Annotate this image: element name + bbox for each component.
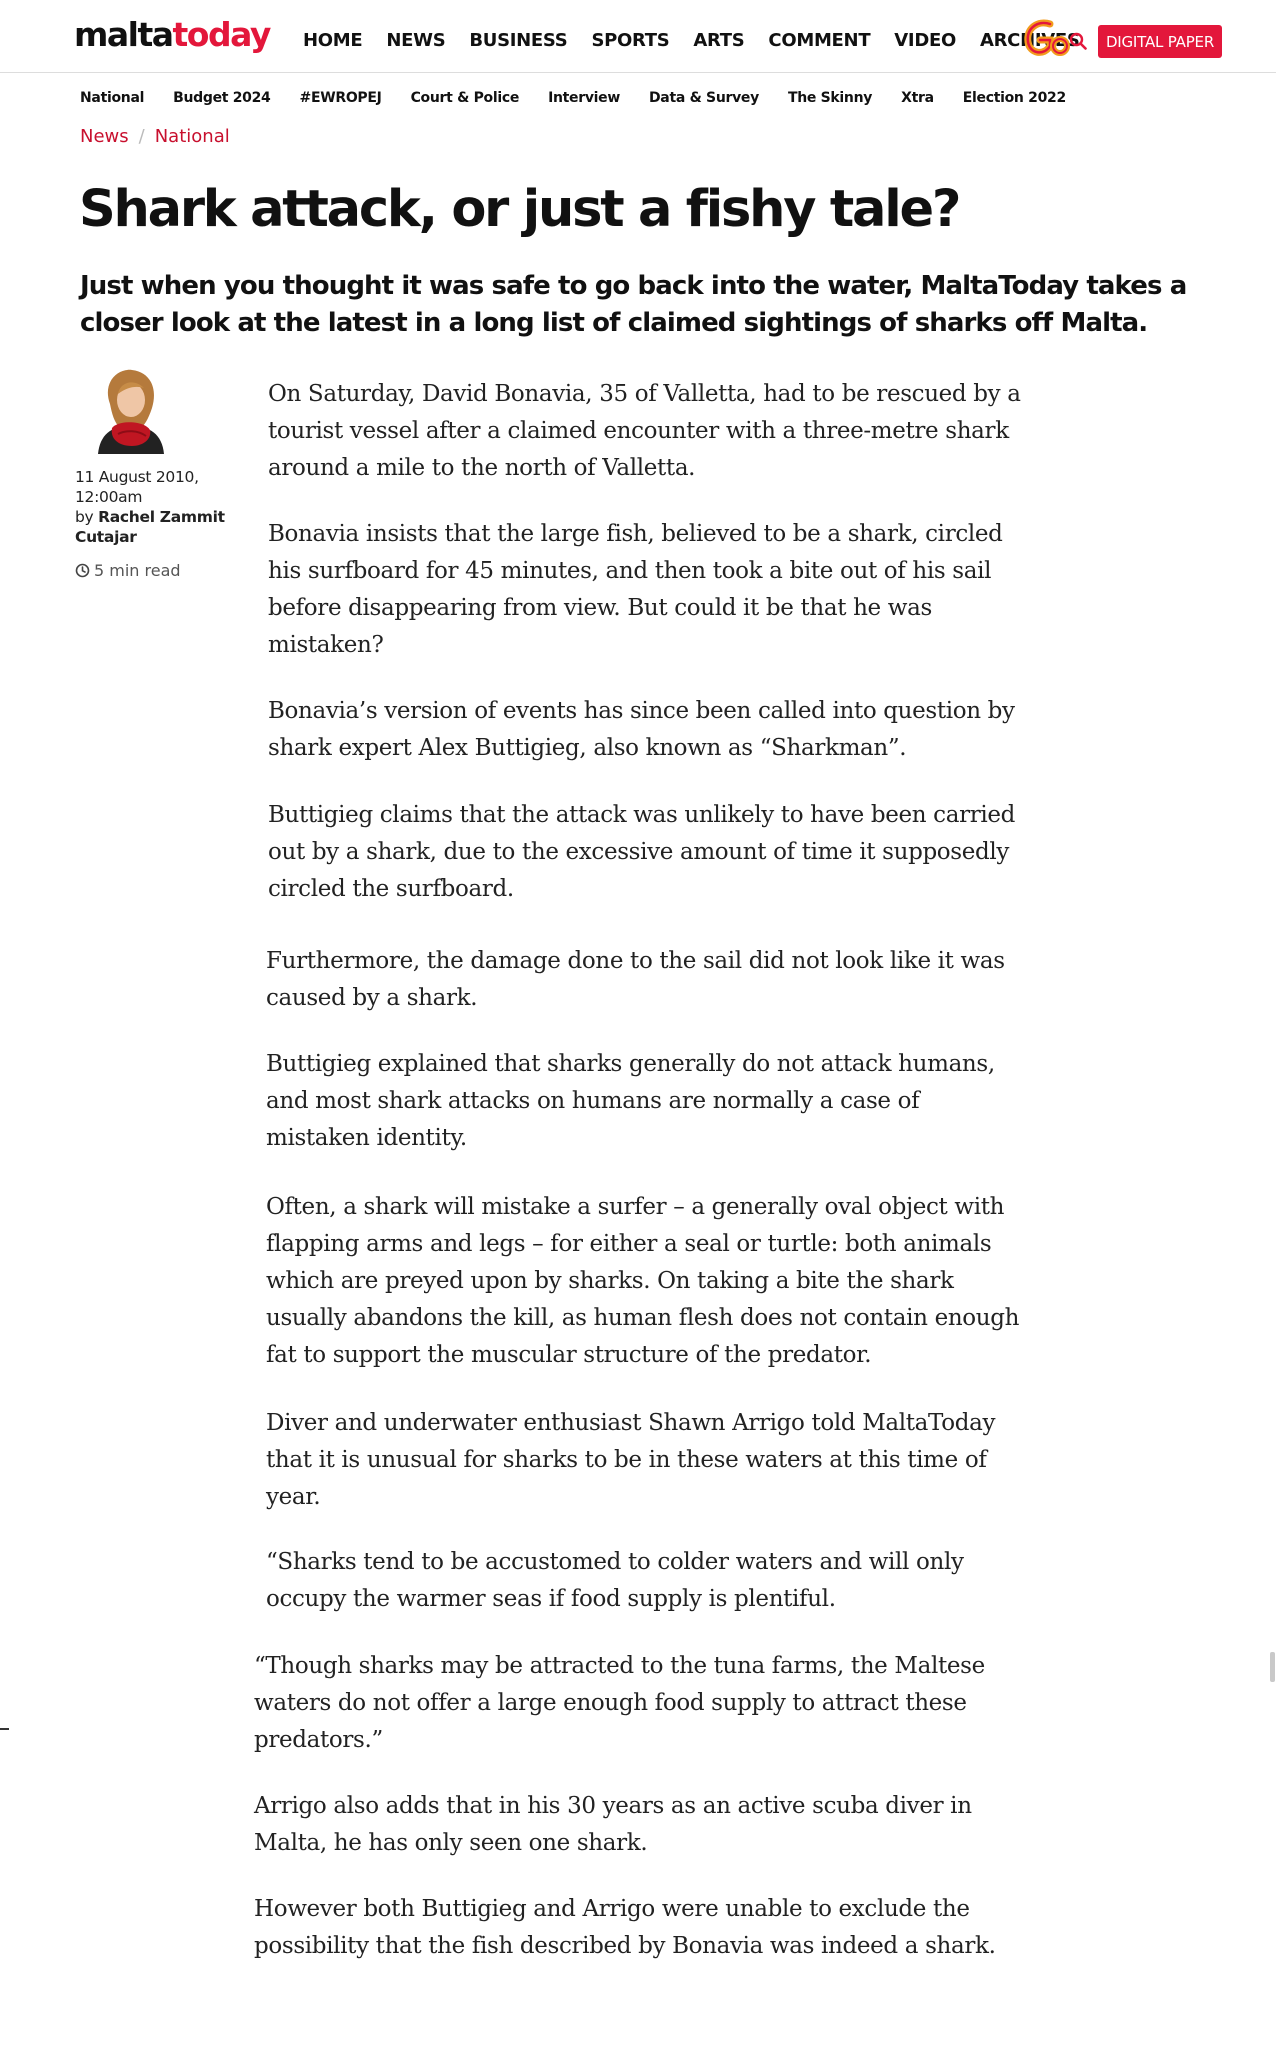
- subnav-budget-2024[interactable]: Budget 2024: [173, 90, 271, 106]
- article-time: 12:00am: [75, 488, 143, 506]
- nav-comment[interactable]: COMMENT: [768, 30, 871, 51]
- paragraph-9: “Sharks tend to be accustomed to colder waters and will only occupy the warmer seas if food supply is plentiful.: [266, 1549, 964, 1612]
- edge-mark: [0, 1728, 9, 1730]
- site-logo[interactable]: [74, 15, 270, 54]
- breadcrumb-separator: /: [138, 126, 145, 147]
- author-avatar: [88, 364, 172, 454]
- top-header: [0, 0, 1276, 73]
- paragraph-5: Furthermore, the damage done to the sail did not look like it was caused by a shark.: [266, 948, 1005, 1011]
- logo-text-malta: malta: [74, 15, 173, 54]
- paragraph-12: However both Buttigieg and Arrigo were unable to exclude the possibility that the fish described by Bonavia was indeed a shark.: [254, 1896, 996, 1959]
- nav-archives[interactable]: ARCHIVES: [979, 30, 1080, 51]
- author-name[interactable]: Rachel Zammit Cutajar: [75, 508, 225, 546]
- subnav-ewropej[interactable]: #EWROPEJ: [299, 90, 382, 106]
- paragraph-2: Bonavia insists that the large fish, believed to be a shark, circled his surfboard for 45 minutes, and then took a bite out of his sail before disappearing from view. But could it be that he was mistaken?: [268, 521, 1003, 658]
- byline-prefix: by: [75, 508, 94, 526]
- sub-nav: [80, 90, 1095, 106]
- scrollbar-thumb[interactable]: [1270, 1652, 1275, 1682]
- breadcrumb: [80, 126, 230, 147]
- article-standfirst: Just when you thought it was safe to go back into the water, MaltaToday takes a closer look at the latest in a long list of claimed sightings of sharks off Malta.: [80, 271, 1187, 338]
- search-icon[interactable]: [1069, 32, 1087, 50]
- logo-text-today: today: [172, 15, 270, 54]
- main-nav: [303, 30, 1104, 51]
- read-time-label: 5 min read: [94, 561, 181, 580]
- paragraph-1: On Saturday, David Bonavia, 35 of Valletta, had to be rescued by a tourist vessel after a claimed encounter with a three-metre shark around a mile to the north of Valletta.: [268, 381, 1021, 481]
- paragraph-10: “Though sharks may be attracted to the tuna farms, the Maltese waters do not offer a large enough food supply to attract these predators.”: [254, 1653, 985, 1753]
- article-byline: [75, 507, 235, 547]
- subnav-election-2022[interactable]: Election 2022: [962, 90, 1066, 106]
- article-date: 11 August 2010,: [75, 468, 199, 486]
- clock-icon: [75, 563, 90, 578]
- paragraph-7: Often, a shark will mistake a surfer – a generally oval object with flapping arms and legs – for either a seal or turtle: both animals which are preyed upon by sharks. On taking a bite the shark usually abandons the kill, as human flesh does not contain enough fat to support the muscular structure of the predator.: [266, 1194, 1020, 1368]
- paragraph-4: Buttigieg claims that the attack was unlikely to have been carried out by a shark, due to the excessive amount of time it supposedly circled the surfboard.: [268, 802, 1015, 902]
- digital-paper-button[interactable]: DIGITAL PAPER: [1098, 25, 1222, 58]
- nav-home[interactable]: HOME: [303, 30, 363, 51]
- nav-business[interactable]: BUSINESS: [469, 30, 568, 51]
- breadcrumb-national[interactable]: National: [154, 126, 230, 147]
- paragraph-8: Diver and underwater enthusiast Shawn Arrigo told MaltaToday that it is unusual for sharks to be in these waters at this time of year.: [266, 1410, 996, 1510]
- nav-news[interactable]: NEWS: [386, 30, 446, 51]
- article-title: Shark attack, or just a fishy tale?: [79, 180, 960, 239]
- nav-arts[interactable]: ARTS: [693, 30, 745, 51]
- paragraph-11: Arrigo also adds that in his 30 years as an active scuba diver in Malta, he has only seen one shark.: [254, 1793, 972, 1856]
- subnav-xtra[interactable]: Xtra: [901, 90, 934, 106]
- breadcrumb-news[interactable]: News: [80, 126, 129, 147]
- subnav-national[interactable]: National: [80, 90, 145, 106]
- go-logo-icon[interactable]: [1020, 16, 1070, 60]
- paragraph-3: Bonavia’s version of events has since been called into question by shark expert Alex Buttigieg, also known as “Sharkman”.: [268, 698, 1015, 761]
- subnav-court-police[interactable]: Court & Police: [410, 90, 520, 106]
- read-time: [75, 561, 181, 580]
- nav-video[interactable]: VIDEO: [894, 30, 956, 51]
- subnav-interview[interactable]: Interview: [548, 90, 620, 106]
- nav-sports[interactable]: SPORTS: [591, 30, 670, 51]
- subnav-the-skinny[interactable]: The Skinny: [787, 90, 873, 106]
- subnav-data-survey[interactable]: Data & Survey: [648, 90, 759, 106]
- article-meta: [75, 467, 235, 547]
- paragraph-6: Buttigieg explained that sharks generally do not attack humans, and most shark attacks on humans are normally a case of mistaken identity.: [266, 1051, 995, 1151]
